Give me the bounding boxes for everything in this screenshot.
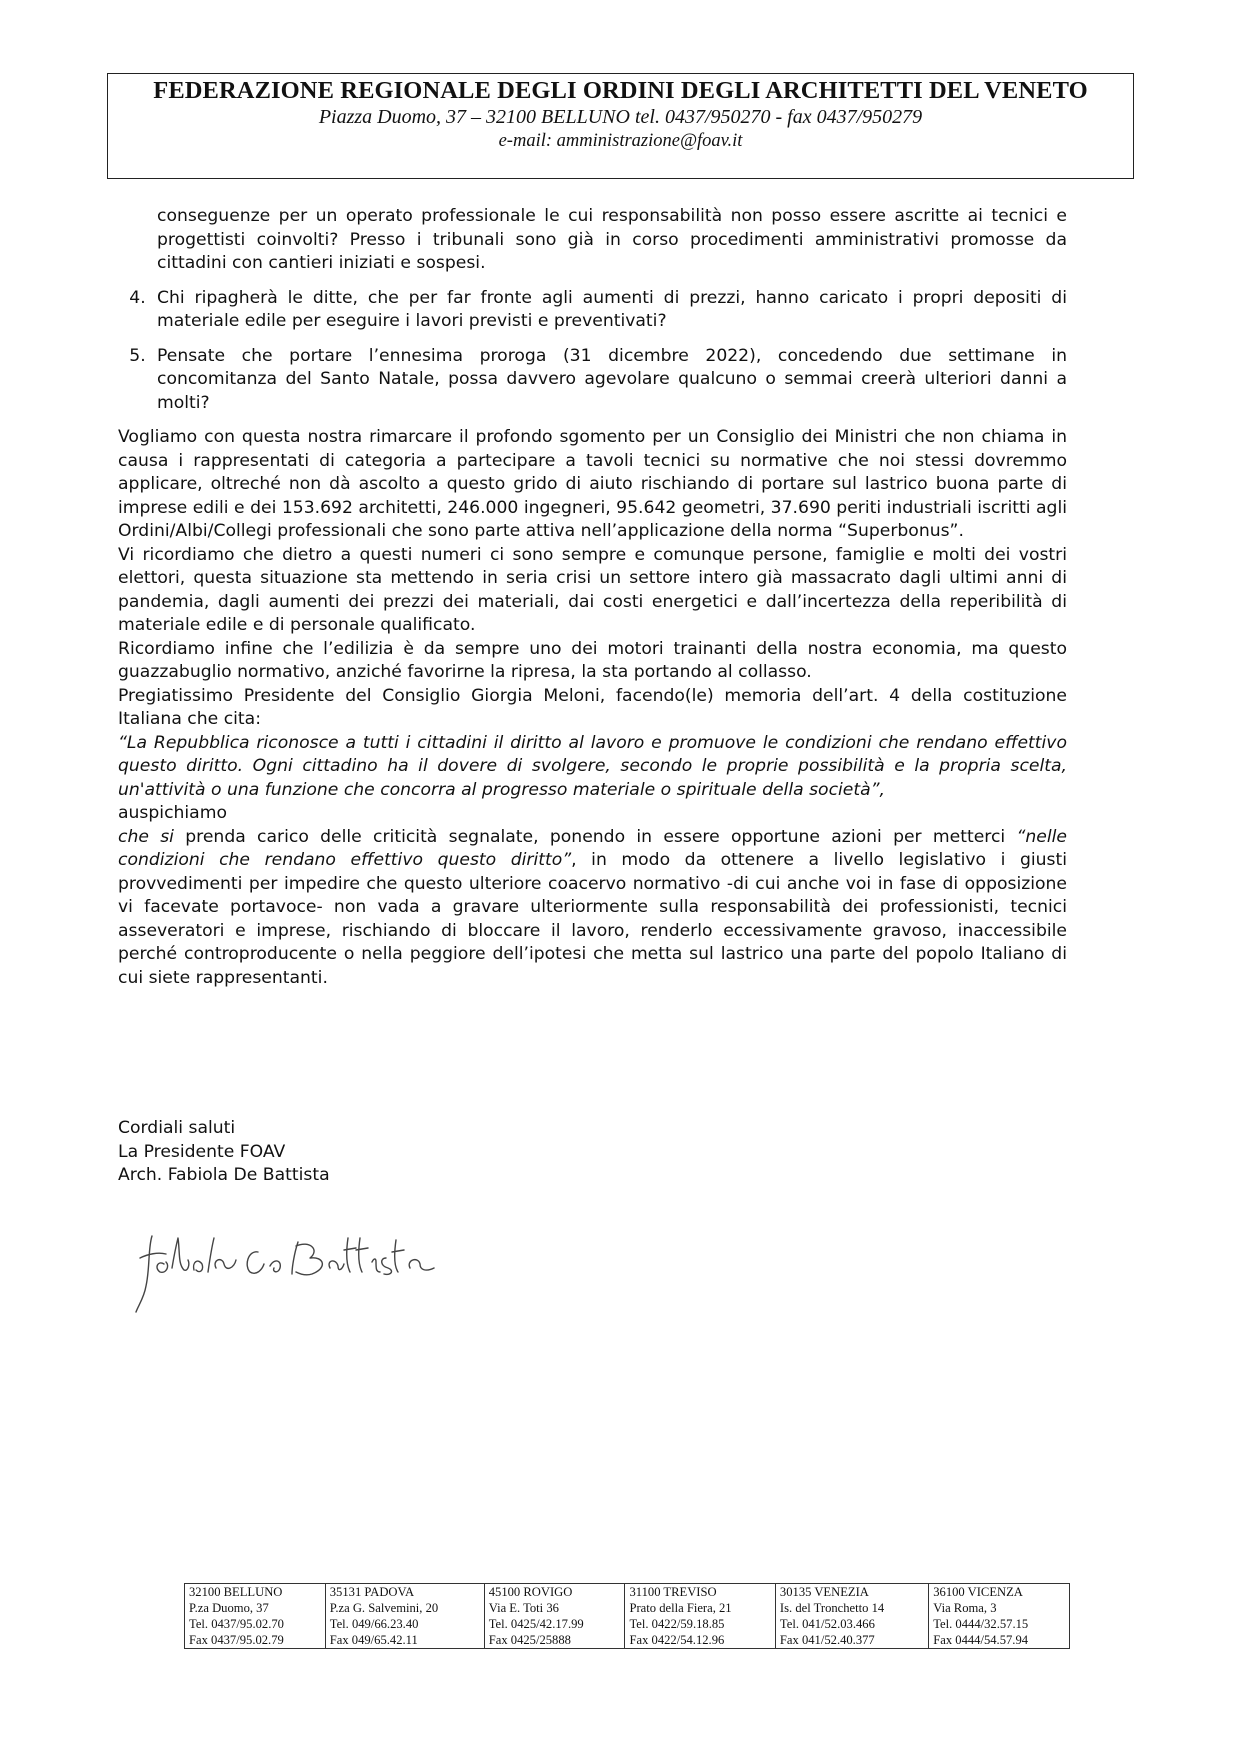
list-number: 4.	[129, 287, 146, 308]
office-detail-line: Tel. 041/52.03.466	[779, 1617, 875, 1631]
paragraph-3: Ricordiamo infine che l’edilizia è da sempre uno dei motori trainanti della nostra economia, ma questo guazzabuglio normativo, anziché favorirne la ripresa, la sta portando al collasso.	[118, 638, 1067, 682]
letterhead	[107, 73, 1134, 179]
office-belluno	[185, 1584, 326, 1649]
office-detail-line: 32100 BELLUNO	[189, 1585, 283, 1599]
organization-email: e-mail: amministrazione@foav.it	[498, 131, 743, 151]
office-detail-line: Tel. 0422/59.18.85	[629, 1617, 725, 1631]
italic-phrase: che si	[118, 826, 174, 847]
office-detail-line: Tel. 0444/32.57.15	[933, 1617, 1029, 1631]
closing-greeting: Cordiali saluti	[118, 1118, 236, 1138]
handwritten-signature	[130, 1228, 450, 1318]
paragraph-1: Vogliamo con questa nostra rimarcare il profondo sgomento per un Consiglio dei Ministri che non chiama in causa i rappresentati di categoria a partecipare a tavoli tecnici su normative che noi stessi dovremmo applicare, oltreché non dà ascolto a questo grido di aiuto rischiando di portare sul lastrico buona parte di imprese edili e dei 153.692 architetti, 246.000 ingegneri, 95.642 geometri, 37.690 periti industriali iscritti agli Ordini/Albi/Collegi professionali che sono parte attiva nell’applicazione della norma “Superbonus”.	[118, 427, 1067, 541]
italic-quote: “nelle condizioni che rendano effettivo questo diritto”	[118, 826, 1067, 870]
continued-paragraph: conseguenze per un operato professionale le cui responsabilità non posso essere ascritte ai tecnici e progettisti coinvolti? Presso i tribunali sono già in corso procedimenti amministrativi promosse da cittadini con cantieri iniziati e sospesi.	[157, 206, 1067, 273]
footer-offices-table	[184, 1583, 1070, 1649]
office-detail-line: Fax 041/52.40.377	[779, 1633, 875, 1647]
letter-body	[118, 205, 1067, 990]
office-rovigo	[484, 1584, 625, 1649]
office-detail-line: Fax 0444/54.57.94	[933, 1633, 1029, 1647]
list-item-text: Chi ripagherà le ditte, che per far fronte agli aumenti di prezzi, hanno caricato i propri depositi di materiale edile per eseguire i lavori previsti e preventivati?	[157, 287, 1067, 331]
office-detail-line: Prato della Fiera, 21	[629, 1601, 732, 1615]
office-detail-line: Is. del Tronchetto 14	[779, 1601, 885, 1615]
office-detail-line: Tel. 0425/42.17.99	[488, 1617, 584, 1631]
office-detail-line: Via Roma, 3	[933, 1601, 997, 1615]
office-detail-line: Fax 0437/95.02.79	[189, 1633, 284, 1647]
paragraph-2: Vi ricordiamo che dietro a questi numeri ci sono sempre e comunque persone, famiglie e molti dei vostri elettori, questa situazione sta mettendo in seria crisi un settore intero già massacrato dagli ultimi anni di pandemia, dagli aumenti dei prezzi dei materiali, dai costi energetici e dall’incertezza della reperibilità di materiale edile e di personale qualificato.	[118, 544, 1067, 635]
office-detail-line: 35131 PADOVA	[329, 1585, 415, 1599]
office-detail-line: Tel. 049/66.23.40	[329, 1617, 419, 1631]
constitution-quote: “La Repubblica riconosce a tutti i cittadini il diritto al lavoro e promuove le condizioni che rendano effettivo questo diritto. Ogni cittadino ha il dovere di svolgere, secondo le proprie possibilità e la propria scelta, un'attività o una funzione che concorra al progresso materiale o spirituale della società”,	[118, 732, 1067, 800]
office-detail-line: Fax 0425/25888	[488, 1633, 571, 1647]
office-vicenza	[929, 1584, 1070, 1649]
office-detail-line: 36100 VICENZA	[933, 1585, 1023, 1599]
closing-block	[118, 1117, 330, 1188]
office-detail-line: P.za Duomo, 37	[189, 1601, 269, 1615]
list-item-5	[118, 345, 1067, 416]
office-detail-line: Fax 049/65.42.11	[329, 1633, 418, 1647]
office-detail-line: Fax 0422/54.12.96	[629, 1633, 725, 1647]
office-detail-line: Via E. Toti 36	[488, 1601, 559, 1615]
paragraph-4: Pregiatissimo Presidente del Consiglio Giorgia Meloni, facendo(le) memoria dell’art. 4 della costituzione Italiana che cita:	[118, 685, 1067, 729]
closing-role: La Presidente FOAV	[118, 1141, 286, 1162]
office-detail-line: 31100 TREVISO	[629, 1585, 717, 1599]
auspichiamo-line: auspichiamo	[118, 803, 227, 823]
office-padova	[325, 1584, 484, 1649]
list-number: 5.	[129, 345, 146, 366]
paragraph-5-text-a: prenda carico delle criticità segnalate, ponendo in essere opportune azioni per metterci	[173, 826, 1017, 847]
office-detail-line: P.za G. Salvemini, 20	[329, 1601, 439, 1615]
office-detail-line: 30135 VENEZIA	[779, 1585, 869, 1599]
office-venezia	[775, 1584, 928, 1649]
office-treviso	[625, 1584, 775, 1649]
paragraph-5-text-b: , in modo da ottenere a livello legislativo i giusti provvedimenti per impedire che questo ulteriore coacervo normativo -di cui anche voi in fase di opposizione vi facevate portavoce- non vada a gravare ulteriormente sulla responsabilità dei professionisti, tecnici asseveratori e imprese, rischiando di bloccare il lavoro, renderlo eccessivamente gravoso, inaccessibile perché controproducente o nella peggiore dell’ipotesi che metta sul lastrico una parte del popolo Italiano di cui siete rappresentanti.	[118, 850, 1067, 988]
office-detail-line: 45100 ROVIGO	[488, 1585, 573, 1599]
office-detail-line: Tel. 0437/95.02.70	[189, 1617, 284, 1631]
organization-name: FEDERAZIONE REGIONALE DEGLI ORDINI DEGLI ARCHITETTI DEL VENETO	[153, 77, 1088, 104]
paragraph-5	[118, 826, 1067, 991]
organization-address: Piazza Duomo, 37 – 32100 BELLUNO tel. 0437/950270 - fax 0437/950279	[318, 106, 923, 128]
list-item-text: Pensate che portare l’ennesima proroga (31 dicembre 2022), concedendo due settimane in concomitanza del Santo Natale, possa davvero agevolare qualcuno o semmai creerà ulteriori danni a molti?	[157, 345, 1067, 413]
list-item-4	[118, 287, 1067, 334]
closing-name: Arch. Fabiola De Battista	[118, 1165, 330, 1185]
